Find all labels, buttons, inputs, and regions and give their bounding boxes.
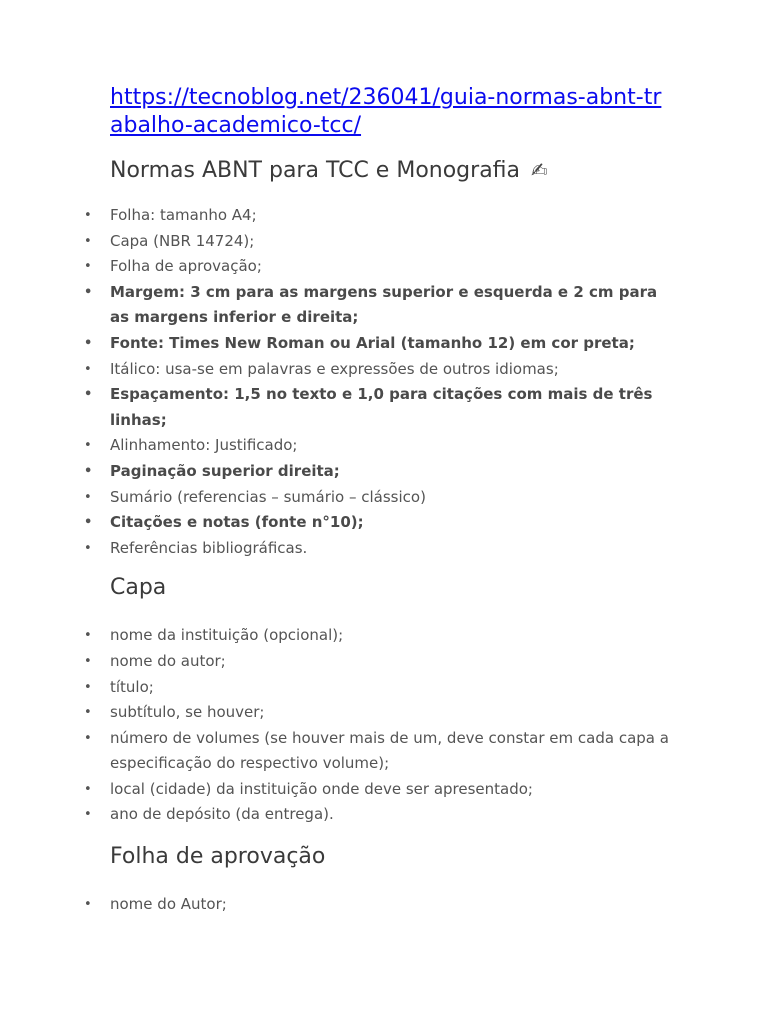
list-item: • local (cidade) da instituição onde deve ser apresentado; [110,777,670,803]
heading-capa: Capa [110,575,167,601]
list-item: • título; [110,675,670,701]
heading-normas-text: Normas ABNT para TCC e Monografia [110,158,521,183]
list-item: • nome do autor; [110,649,670,675]
list-item: • subtítulo, se houver; [110,700,670,726]
list-item: • Referências bibliográficas. [110,536,670,562]
list-item: • Itálico: usa-se em palavras e expressões de outros idiomas; [110,357,670,383]
list-item: • Folha de aprovação; [110,254,670,280]
list-item: • número de volumes (se houver mais de um, deve constar em cada capa a especificação do respectivo volume); [110,726,670,777]
list-item: • Espaçamento: 1,5 no texto e 1,0 para citações com mais de três linhas; [110,382,670,433]
list-item: • nome da instituição (opcional); [110,623,670,649]
source-link[interactable]: https://tecnoblog.net/236041/guia-normas-abnt-trabalho-academico-tcc/ [110,85,662,138]
heading-normas [110,155,670,186]
list-item: • Folha: tamanho A4; [110,203,670,229]
list-item: • Fonte: Times New Roman ou Arial (tamanho 12) em cor preta; [110,331,670,357]
normas-list [110,203,670,561]
list-item: • Citações e notas (fonte n°10); [110,510,670,536]
list-item: • ano de depósito (da entrega). [110,802,670,828]
folha-list [110,892,670,918]
list-item: • Alinhamento: Justificado; [110,433,670,459]
writing-hand-icon: ✍ [531,158,548,182]
list-item: • nome do Autor; [110,892,670,918]
document-page [110,84,670,918]
list-item: • Sumário (referencias – sumário – clássico) [110,485,670,511]
list-item: • Paginação superior direita; [110,459,670,485]
heading-folha-aprovacao: Folha de aprovação [110,844,326,870]
list-item: • Margem: 3 cm para as margens superior e esquerda e 2 cm para as margens inferior e direita; [110,280,670,331]
capa-list [110,623,670,828]
list-item: • Capa (NBR 14724); [110,229,670,255]
